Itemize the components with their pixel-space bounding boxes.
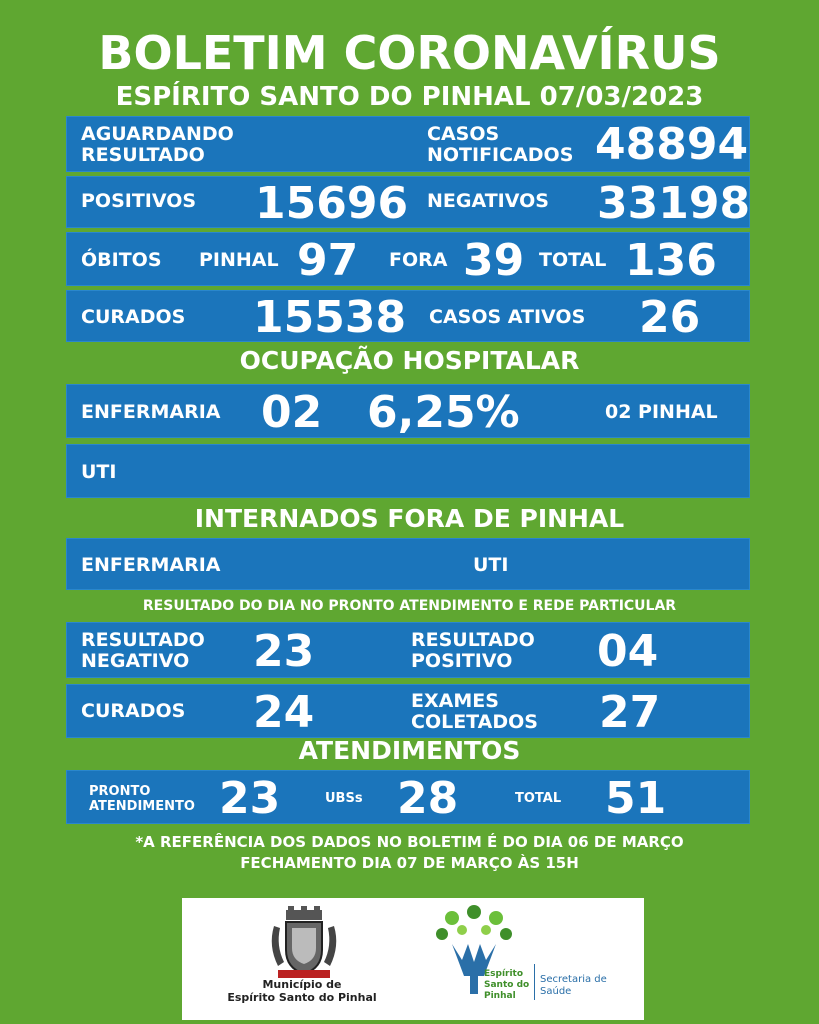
row-notificados [66, 116, 750, 172]
notificados-label: CASOS NOTIFICADOS [427, 123, 574, 166]
row-curados [66, 290, 750, 342]
municipio-label: Município de Espírito Santo do Pinhal [227, 978, 377, 1004]
row-atendimentos [66, 770, 750, 824]
section-pronto-atendimento: RESULTADO DO DIA NO PRONTO ATENDIMENTO E REDE PARTICULAR [142, 598, 677, 614]
obitos-total-label: TOTAL [539, 249, 607, 271]
ubs-label: UBSs [325, 791, 363, 806]
row-enfermaria [66, 384, 750, 438]
aguardando-label: AGUARDANDO RESULTADO [81, 123, 234, 166]
ubs-value: 28 [397, 773, 459, 824]
obitos-pinhal-label: PINHAL [199, 249, 279, 271]
row-resultado [66, 622, 750, 678]
closing-note: FECHAMENTO DIA 07 DE MARÇO ÀS 15H [240, 854, 579, 872]
obitos-total-value: 136 [625, 235, 717, 286]
exames-value: 27 [599, 687, 661, 738]
bulletin-title: BOLETIM CORONAVÍRUS [98, 26, 721, 80]
logos-panel [182, 898, 644, 1020]
obitos-label: ÓBITOS [81, 249, 162, 271]
svg-text:Santo do: Santo do [484, 980, 530, 990]
resultado-negativo-label: RESULTADO NEGATIVO [81, 629, 205, 672]
obitos-fora-label: FORA [389, 249, 448, 271]
row-curados-exames [66, 684, 750, 738]
uti-label: UTI [81, 461, 117, 483]
obitos-fora-value: 39 [463, 235, 525, 286]
row-positivos [66, 176, 750, 228]
svg-text:Espírito: Espírito [484, 969, 524, 979]
svg-text:Pinhal: Pinhal [484, 991, 516, 1001]
secretaria-label: Secretaria de Saúde [540, 974, 607, 997]
enfermaria-value: 02 [261, 387, 323, 438]
coat-of-arms-icon [264, 906, 344, 982]
resultado-positivo-label: RESULTADO POSITIVO [411, 629, 535, 672]
section-ocupacao-hospitalar: OCUPAÇÃO HOSPITALAR [239, 346, 580, 375]
section-internados-fora: INTERNADOS FORA DE PINHAL [194, 504, 625, 533]
ativos-value: 26 [639, 292, 701, 343]
positivos-value: 15696 [255, 178, 409, 229]
resultado-negativo-value: 23 [253, 626, 315, 677]
resultado-positivo-value: 04 [597, 626, 659, 677]
pronto-label: PRONTO ATENDIMENTO [89, 784, 195, 814]
curados-label: CURADOS [81, 306, 186, 328]
enfermaria-note: 02 PINHAL [605, 401, 718, 423]
enfermaria-label: ENFERMARIA [81, 401, 221, 423]
row-obitos [66, 232, 750, 286]
curados-value: 15538 [253, 292, 407, 343]
notificados-value: 48894 [595, 119, 749, 170]
atend-total-value: 51 [605, 773, 667, 824]
atend-total-label: TOTAL [515, 791, 562, 806]
enfermaria-percent: 6,25% [367, 387, 520, 438]
negativos-label: NEGATIVOS [427, 190, 549, 212]
pa-curados-label: CURADOS [81, 700, 186, 722]
row-internados-fora [66, 538, 750, 590]
ativos-label: CASOS ATIVOS [429, 306, 586, 328]
negativos-value: 33198 [597, 178, 751, 229]
obitos-pinhal-value: 97 [297, 235, 359, 286]
fora-uti-label: UTI [473, 554, 509, 576]
logo-divider [534, 964, 535, 1000]
tree-hands-logo-icon [422, 904, 532, 1016]
pa-curados-value: 24 [253, 687, 315, 738]
exames-label: EXAMES COLETADOS [411, 690, 538, 733]
fora-enfermaria-label: ENFERMARIA [81, 554, 221, 576]
bulletin-subtitle: ESPÍRITO SANTO DO PINHAL 07/03/2023 [115, 82, 704, 112]
pronto-value: 23 [219, 773, 281, 824]
row-uti [66, 444, 750, 498]
positivos-label: POSITIVOS [81, 190, 197, 212]
reference-note: *A REFERÊNCIA DOS DADOS NO BOLETIM É DO DIA 06 DE MARÇO [135, 833, 684, 851]
section-atendimentos: ATENDIMENTOS [298, 736, 521, 765]
